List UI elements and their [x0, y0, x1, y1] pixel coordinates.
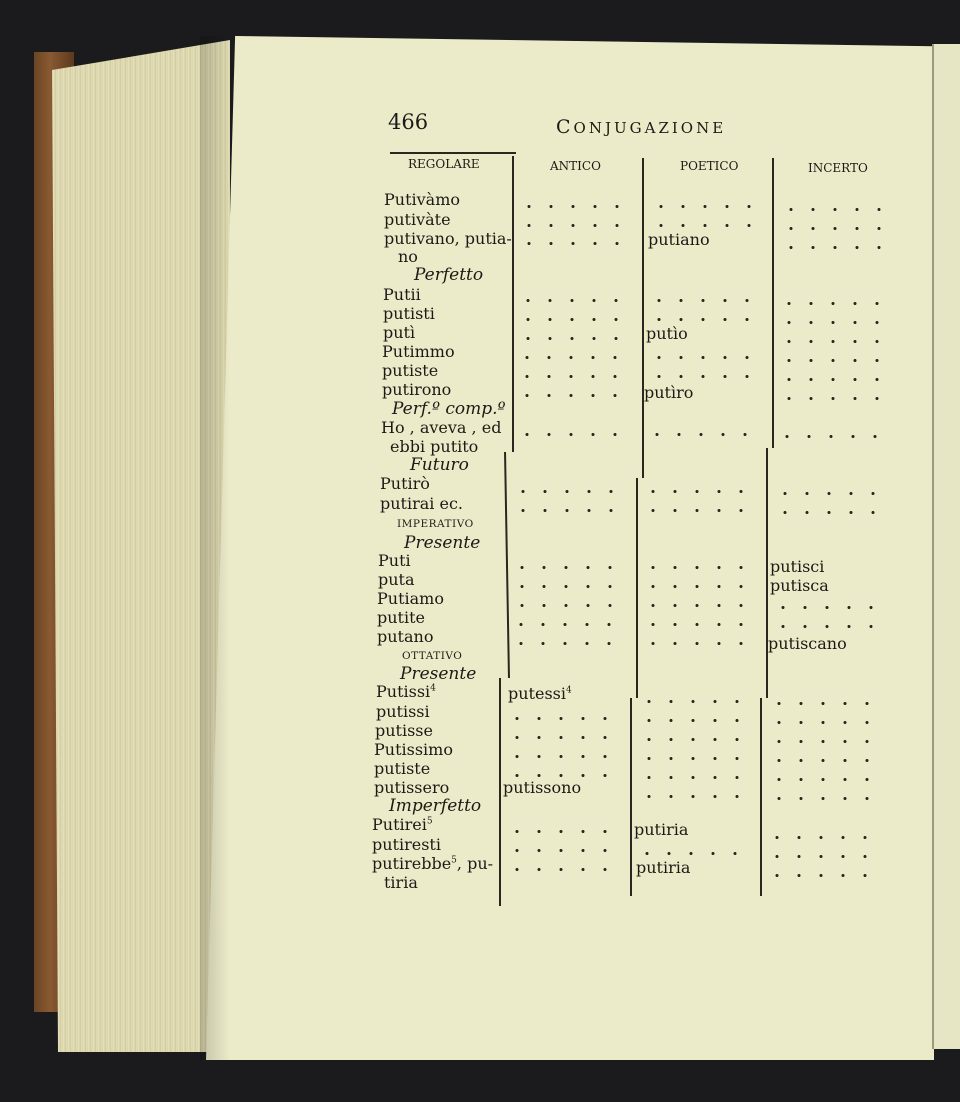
- page-number: 466: [388, 110, 429, 134]
- verb-form: Putimmo: [382, 342, 455, 361]
- empty-cell-dots: [638, 757, 752, 760]
- verb-form: putirono: [382, 380, 452, 399]
- column-rule: [636, 478, 638, 698]
- empty-cell-dots: [516, 394, 630, 397]
- verb-form-text: Putissi: [376, 682, 431, 701]
- antico-form-text: putessi: [508, 684, 566, 703]
- verb-form: putite: [377, 608, 425, 627]
- verb-form: [372, 817, 433, 833]
- empty-cell-dots: [778, 378, 890, 381]
- verb-form: putivano, putia-: [384, 229, 512, 248]
- verb-form: putano: [377, 627, 434, 646]
- mood-heading: OTTATIVO: [402, 650, 463, 662]
- empty-cell-dots: [642, 623, 756, 626]
- empty-cell-dots: [510, 642, 624, 645]
- verb-form: putiste: [374, 759, 431, 778]
- verb-form: Putiamo: [377, 589, 444, 608]
- verb-form: Puti: [378, 551, 411, 570]
- empty-cell-dots: [778, 340, 890, 343]
- tense-heading: Presente: [400, 664, 477, 684]
- tense-heading: Perf.º comp.º: [392, 399, 506, 419]
- verb-form: tiria: [384, 873, 418, 892]
- title-initial: C: [556, 116, 574, 138]
- incerto-form: putisca: [770, 576, 829, 595]
- empty-cell-dots: [506, 849, 620, 852]
- tense-heading: Imperfetto: [389, 796, 482, 816]
- empty-cell-dots: [506, 717, 620, 720]
- empty-cell-dots: [648, 299, 762, 302]
- empty-cell-dots: [768, 702, 880, 705]
- header-rule: [390, 152, 516, 154]
- empty-cell-dots: [638, 700, 752, 703]
- empty-cell-dots: [518, 242, 632, 245]
- empty-cell-dots: [772, 625, 884, 628]
- empty-cell-dots: [766, 836, 878, 839]
- verb-form-text: Putirei: [372, 815, 427, 834]
- empty-cell-dots: [776, 435, 888, 438]
- column-header-regolare: REGOLARE: [408, 157, 480, 171]
- verb-form: putissi: [376, 702, 430, 721]
- verb-form: Putivàmo: [384, 190, 460, 209]
- column-header-antico: ANTICO: [550, 159, 601, 173]
- empty-cell-dots: [648, 318, 762, 321]
- incerto-form: putiscano: [768, 634, 847, 653]
- empty-cell-dots: [517, 299, 631, 302]
- empty-cell-dots: [506, 755, 620, 758]
- mood-heading: IMPERATIVO: [397, 518, 474, 530]
- empty-cell-dots: [506, 736, 620, 739]
- verb-form: Putii: [383, 285, 421, 304]
- column-rule: [766, 448, 768, 698]
- empty-cell-dots: [766, 874, 878, 877]
- column-rule: [512, 156, 514, 452]
- empty-cell-dots: [778, 321, 890, 324]
- empty-cell-dots: [772, 606, 884, 609]
- tense-heading: Futuro: [410, 455, 469, 475]
- verb-form: putivàte: [384, 210, 451, 229]
- empty-cell-dots: [774, 492, 886, 495]
- empty-cell-dots: [780, 208, 892, 211]
- poetico-form: putiano: [648, 230, 710, 249]
- empty-cell-dots: [518, 224, 632, 227]
- empty-cell-dots: [512, 490, 626, 493]
- empty-cell-dots: [768, 740, 880, 743]
- column-header-incerto: INCERTO: [808, 161, 868, 175]
- antico-form: putissono: [503, 778, 582, 797]
- empty-cell-dots: [638, 795, 752, 798]
- column-rule: [642, 158, 644, 478]
- verb-form: [376, 684, 436, 700]
- tense-heading: Perfetto: [414, 265, 484, 285]
- verb-form: putissero: [374, 778, 450, 797]
- empty-cell-dots: [517, 318, 631, 321]
- empty-cell-dots: [511, 566, 625, 569]
- title-rest: ONJUGAZIONE: [573, 119, 727, 137]
- facing-page-edge: [932, 44, 960, 1049]
- empty-cell-dots: [512, 509, 626, 512]
- empty-cell-dots: [511, 604, 625, 607]
- verb-form-text: putirebbe: [372, 854, 452, 873]
- verb-form: Ho , aveva , ed: [381, 418, 502, 437]
- empty-cell-dots: [778, 397, 890, 400]
- empty-cell-dots: [518, 205, 632, 208]
- empty-cell-dots: [511, 585, 625, 588]
- verb-form: [372, 856, 493, 872]
- empty-cell-dots: [774, 511, 886, 514]
- footnote-mark: 5: [426, 816, 433, 827]
- empty-cell-dots: [642, 509, 756, 512]
- empty-cell-dots: [506, 868, 620, 871]
- poetico-form: putìo: [646, 324, 688, 343]
- empty-cell-dots: [642, 566, 756, 569]
- empty-cell-dots: [638, 776, 752, 779]
- empty-cell-dots: [642, 490, 756, 493]
- verb-form: ebbi putito: [390, 437, 479, 456]
- empty-cell-dots: [768, 797, 880, 800]
- empty-cell-dots: [642, 585, 756, 588]
- verb-form: putisti: [383, 304, 435, 323]
- empty-cell-dots: [516, 375, 630, 378]
- column-rule: [772, 158, 774, 448]
- empty-cell-dots: [510, 623, 624, 626]
- empty-cell-dots: [648, 356, 762, 359]
- verb-form: putiste: [382, 361, 439, 380]
- empty-cell-dots: [642, 642, 756, 645]
- poetico-form: putiria: [634, 820, 689, 839]
- empty-cell-dots: [766, 855, 878, 858]
- empty-cell-dots: [768, 759, 880, 762]
- empty-cell-dots: [642, 604, 756, 607]
- empty-cell-dots: [778, 302, 890, 305]
- verb-form: Putirò: [380, 474, 430, 493]
- page-title: [556, 118, 726, 137]
- empty-cell-dots: [638, 719, 752, 722]
- column-rule: [630, 698, 632, 896]
- empty-cell-dots: [506, 830, 620, 833]
- empty-cell-dots: [516, 433, 630, 436]
- book-page: [206, 36, 934, 1060]
- empty-cell-dots: [650, 205, 764, 208]
- poetico-form: putìro: [644, 383, 694, 402]
- gutter-shadow: [200, 36, 230, 1060]
- empty-cell-dots: [636, 852, 750, 855]
- verb-form: putirai ec.: [380, 494, 463, 513]
- empty-cell-dots: [506, 774, 620, 777]
- empty-cell-dots: [768, 778, 880, 781]
- verb-form: Putissimo: [374, 740, 453, 759]
- verb-form: puta: [378, 570, 415, 589]
- verb-form-tail: , pu-: [456, 854, 494, 873]
- empty-cell-dots: [517, 337, 631, 340]
- column-header-poetico: POETICO: [680, 159, 739, 173]
- footnote-mark: 5: [451, 855, 457, 866]
- empty-cell-dots: [516, 356, 630, 359]
- empty-cell-dots: [780, 246, 892, 249]
- footnote-mark: 4: [430, 683, 436, 694]
- incerto-form: putisci: [770, 557, 825, 576]
- verb-form: no: [398, 247, 418, 266]
- empty-cell-dots: [768, 721, 880, 724]
- verb-form: putì: [383, 323, 416, 342]
- column-rule: [499, 678, 501, 906]
- footnote-mark: 4: [565, 685, 572, 696]
- verb-form: putisse: [375, 721, 433, 740]
- tense-heading: Presente: [404, 533, 481, 553]
- empty-cell-dots: [648, 375, 762, 378]
- antico-form: [508, 686, 572, 702]
- empty-cell-dots: [650, 224, 764, 227]
- empty-cell-dots: [646, 433, 760, 436]
- empty-cell-dots: [638, 738, 752, 741]
- column-rule: [760, 698, 762, 896]
- poetico-form: putiria: [636, 858, 691, 877]
- verb-form: putiresti: [372, 835, 441, 854]
- empty-cell-dots: [778, 359, 890, 362]
- empty-cell-dots: [780, 227, 892, 230]
